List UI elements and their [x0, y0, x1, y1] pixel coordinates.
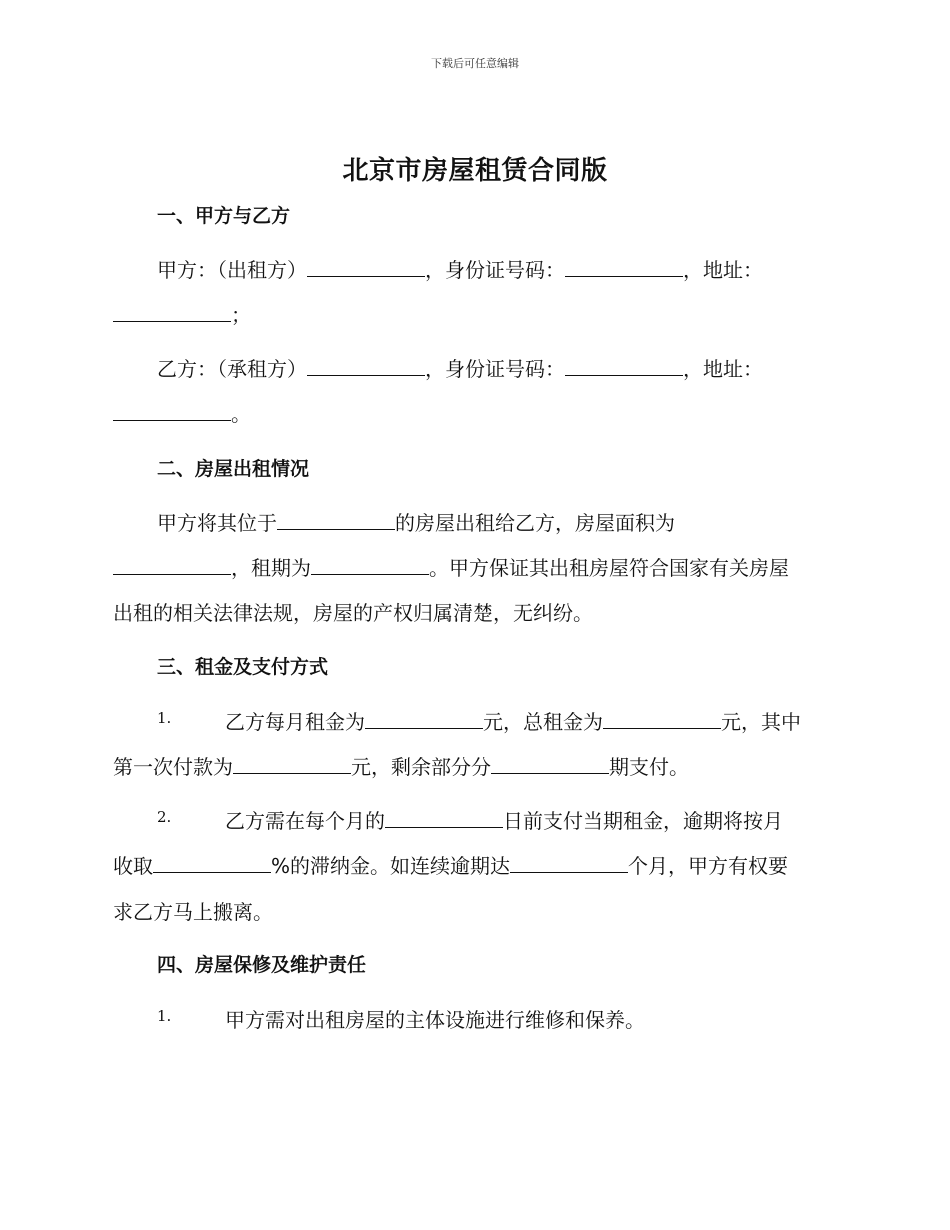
due-day-blank[interactable] [385, 811, 503, 828]
party-a-id-blank[interactable] [565, 260, 683, 277]
payment-line-3: 求乙方马上搬离。 [113, 900, 273, 924]
total-rent-label: 元，总租金为 [483, 710, 603, 734]
rental-text-guarantee: 。甲方保证其出租房屋符合国家有关房屋 [429, 556, 789, 580]
rental-text-area: 的房屋出租给乙方，房屋面积为 [395, 511, 675, 535]
installments-blank[interactable] [491, 757, 609, 774]
party-b-id-label: ，身份证号码： [425, 357, 565, 381]
party-a-end: ； [231, 303, 251, 327]
installments-tail: 期支付。 [609, 755, 689, 779]
rental-line-2 [113, 552, 789, 581]
area-blank[interactable] [113, 558, 231, 575]
maintenance-line-1: 甲方需对出租房屋的主体设施进行维修和保养。 [225, 1008, 645, 1032]
total-rent-blank[interactable] [603, 712, 721, 729]
item-number: 1. [157, 1007, 172, 1025]
section-heading-1: 一、甲方与乙方 [157, 205, 291, 227]
location-blank[interactable] [277, 513, 395, 530]
late-fee-blank[interactable] [153, 856, 271, 873]
monthly-rent-label: 乙方每月租金为 [225, 710, 365, 734]
party-a-id-label: ，身份证号码： [425, 258, 565, 282]
party-a-line [157, 254, 763, 283]
first-payment-label: 第一次付款为 [113, 755, 233, 779]
party-a-name-blank[interactable] [307, 260, 425, 277]
party-a-addr-label: ，地址： [683, 258, 763, 282]
party-b-line-2 [113, 398, 251, 427]
party-b-addr-label: ，地址： [683, 357, 763, 381]
party-b-name-blank[interactable] [307, 359, 425, 376]
rental-line-1 [157, 507, 675, 536]
rental-text-location: 甲方将其位于 [157, 511, 277, 535]
item-number: 1. [157, 709, 172, 727]
party-b-label: 乙方：（承租方） [157, 357, 307, 381]
payment-line-2 [113, 850, 788, 879]
overdue-label: %的滞纳金。如连续逾期达 [271, 854, 511, 878]
party-a-label: 甲方：（出租方） [157, 258, 307, 282]
rental-line-3: 出租的相关法律法规，房屋的产权归属清楚，无纠纷。 [113, 601, 593, 625]
document-title: 北京市房屋租赁合同版 [342, 156, 608, 186]
rent-line-1 [225, 706, 801, 735]
party-b-line [157, 353, 763, 382]
item-number: 2. [157, 808, 172, 826]
section-heading-3: 三、租金及支付方式 [157, 656, 329, 678]
page-header-note: 下载后可任意编辑 [431, 57, 519, 70]
party-a-line-2 [113, 299, 251, 328]
due-day-label: 乙方需在每个月的 [225, 809, 385, 833]
party-b-end: 。 [231, 402, 251, 426]
rent-line-2 [113, 751, 689, 780]
party-b-id-blank[interactable] [565, 359, 683, 376]
section-heading-2: 二、房屋出租情况 [157, 458, 310, 480]
first-payment-blank[interactable] [233, 757, 351, 774]
late-fee-label: 收取 [113, 854, 153, 878]
party-b-addr-blank[interactable] [113, 404, 231, 421]
installments-label: 元，剩余部分分 [351, 755, 491, 779]
overdue-tail: 个月，甲方有权要 [628, 854, 789, 878]
monthly-rent-blank[interactable] [365, 712, 483, 729]
payment-line-1 [225, 805, 783, 834]
due-day-tail: 日前支付当期租金，逾期将按月 [503, 809, 783, 833]
rent-text-tail: 元，其中 [721, 710, 801, 734]
party-a-addr-blank[interactable] [113, 305, 231, 322]
overdue-months-blank[interactable] [510, 856, 628, 873]
section-heading-4: 四、房屋保修及维护责任 [157, 954, 367, 976]
term-blank[interactable] [311, 558, 429, 575]
rental-text-term: ，租期为 [231, 556, 311, 580]
